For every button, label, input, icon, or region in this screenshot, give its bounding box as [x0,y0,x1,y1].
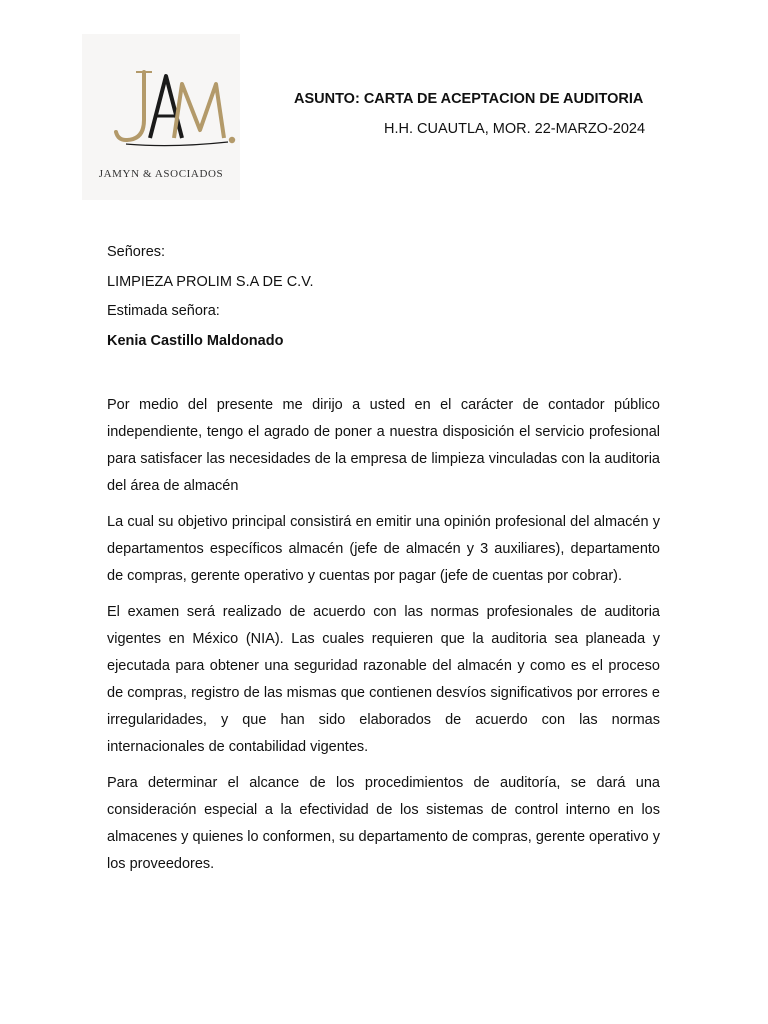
company-logo [82,34,240,200]
letter-body [107,392,660,887]
salutation-line: Señores: [107,244,166,260]
greeting-line: Estimada señora: [107,303,220,319]
logo-caption: JAMYN & ASOCIADOS [98,168,224,180]
jam-monogram-icon [82,34,240,164]
body-paragraph: Para determinar el alcance de los procedimientos de auditoría, se dará una consideración especial a la efectividad de los sistemas de control interno en los almacenes y quienes lo conformen, su departamento de compras, gerente operativo y los proveedores. [107,775,660,872]
body-paragraph: Por medio del presente me dirijo a usted en el carácter de contador público independiente, tengo el agrado de poner a nuestra disposición el servicio profesional para satisfacer las necesidades de la empresa de limpieza vinculadas con la auditoria del área de almacén [107,397,660,494]
recipient-name: Kenia Castillo Maldonado [107,332,284,349]
body-paragraph: La cual su objetivo principal consistirá en emitir una opinión profesional del almacén y departamentos específicos almacén (jefe de almacén y 3 auxiliares), departamento de compras, gerente operativo y cuentas por pagar (jefe de cuentas por cobrar). [107,514,660,584]
salutation-block [107,238,314,356]
company-name: LIMPIEZA PROLIM S.A DE C.V. [107,273,314,290]
body-paragraph: El examen será realizado de acuerdo con las normas profesionales de auditoria vigentes en México (NIA). Las cuales requieren que la auditoria sea planeada y ejecutada para obtener una seguridad razonable del almacén y como es el proceso de compras, registro de las mismas que contienen desvíos significativos por errores e irregularidades, y que han sido elaborados de acuerdo con las normas internacionales de contabilidad vigentes. [107,604,660,755]
letter-subject: ASUNTO: CARTA DE ACEPTACION DE AUDITORIA [294,91,644,107]
letter-place-date: H.H. CUAUTLA, MOR. 22-MARZO-2024 [384,121,646,137]
